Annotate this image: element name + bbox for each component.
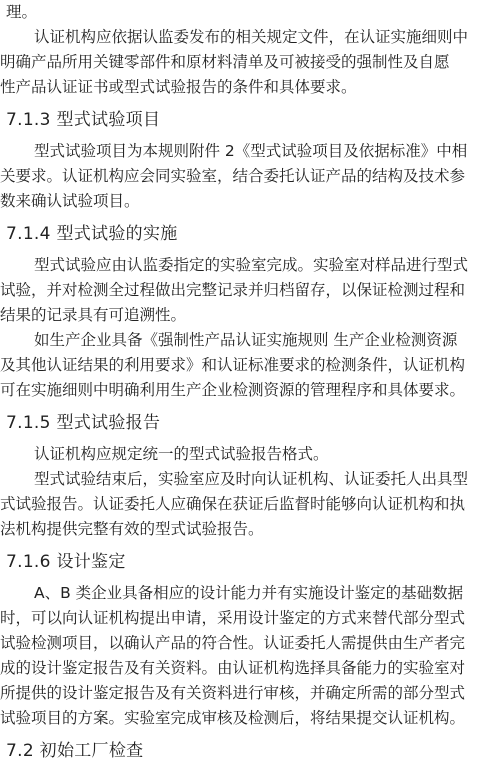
text-line: 可在实施细则中明确利用生产企业检测资源的管理程序和具体要求。 xyxy=(0,381,466,399)
paragraph-continuation xyxy=(0,0,500,25)
text-line: 及其他认证结果的利用要求》和认证标准要求的检测条件，认证机构 xyxy=(0,356,466,374)
section-heading-7-2: 7.2 初始工厂检查 xyxy=(6,741,144,761)
paragraph-design-appraisal xyxy=(0,581,500,731)
text-line: 式试验报告。认证委托人应确保在获证后监督时能够向认证机构和执 xyxy=(0,495,466,513)
section-heading-7-1-3: 7.1.3 型式试验项目 xyxy=(6,110,161,130)
text-line: 试验，并对检测全过程做出完整记录并归档留存，以保证检测过程和 xyxy=(0,281,466,299)
text-line: 关要求。认证机构应会同实验室，结合委托认证产品的结构及技术参 xyxy=(0,167,466,185)
text-line: 性产品认证证书或型式试验报告的条件和具体要求。 xyxy=(0,78,357,96)
text-line: 结果的记录具有可追溯性。 xyxy=(0,306,187,324)
text-line: 试验检测项目，以确认产品的符合性。认证委托人需提供由生产者完 xyxy=(0,634,466,652)
paragraph-key-components xyxy=(0,25,500,100)
text-line: 型式试验项目为本规则附件 2《型式试验项目及依据标准》中相 xyxy=(34,142,468,160)
text-line: 认证机构应规定统一的型式试验报告格式。 xyxy=(34,445,329,463)
paragraph-report-format xyxy=(0,442,500,467)
text-line: 如生产企业具备《强制性产品认证实施规则 生产企业检测资源 xyxy=(34,331,458,349)
text-line: 型式试验应由认监委指定的实验室完成。实验室对样品进行型式 xyxy=(34,256,469,274)
paragraph-testing-resources xyxy=(0,328,500,403)
text-line: 法机构提供完整有效的型式试验报告。 xyxy=(0,520,264,538)
text-line: 所提供的设计鉴定报告及有关资料进行审核，并确定所需的部分型式 xyxy=(0,684,466,702)
text-line: 理。 xyxy=(6,3,38,21)
paragraph-report-issuance xyxy=(0,467,500,542)
text-line: 成的设计鉴定报告及有关资料。由认证机构选择具备能力的实验室对 xyxy=(0,659,466,677)
text-line: 时，可以向认证机构提出申请，采用设计鉴定的方式来替代部分型式 xyxy=(0,609,466,627)
text-line: 型式试验结束后，实验室应及时向认证机构、认证委托人出具型 xyxy=(34,470,469,488)
text-line: 数来确认试验项目。 xyxy=(0,192,140,210)
paragraph-test-implementation xyxy=(0,253,500,328)
section-heading-7-1-5: 7.1.5 型式试验报告 xyxy=(6,413,161,433)
text-line: A、B 类企业具备相应的设计能力并有实施设计鉴定的基础数据 xyxy=(34,584,464,602)
text-line: 试验项目的方案。实验室完成审核及检测后，将结果提交认证机构。 xyxy=(0,709,466,727)
section-heading-7-1-6: 7.1.6 设计鉴定 xyxy=(6,552,126,572)
paragraph-test-items xyxy=(0,139,500,214)
text-line: 明确产品所用关键零部件和原材料清单及可被接受的强制性及自愿 xyxy=(0,53,450,71)
text-line: 认证机构应依据认监委发布的相关规定文件，在认证实施细则中 xyxy=(34,28,469,46)
section-heading-7-1-4: 7.1.4 型式试验的实施 xyxy=(6,224,178,244)
